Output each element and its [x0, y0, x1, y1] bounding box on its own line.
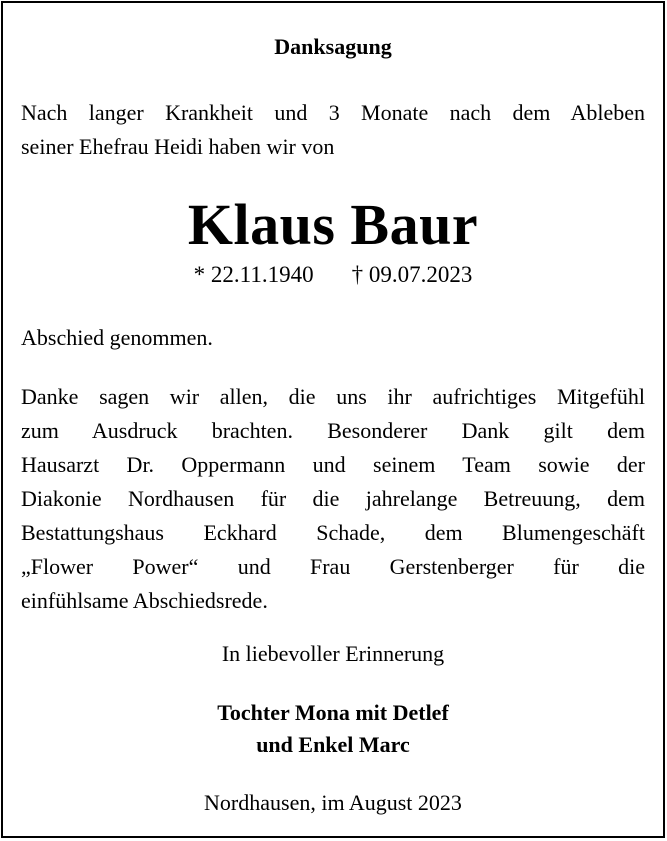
- signers: [3, 697, 663, 761]
- closing-text: In liebevoller Erinnerung: [221, 641, 445, 666]
- farewell-text: Abschied genommen.: [21, 325, 213, 350]
- death-date: † 09.07.2023: [351, 262, 473, 287]
- thanks-line: Diakonie Nordhausen für die jahrelange Betreuung, dem: [21, 486, 645, 511]
- signer-line: und Enkel Marc: [256, 732, 410, 757]
- intro-line: seiner Ehefrau Heidi haben wir von: [21, 134, 335, 159]
- life-dates: [3, 262, 663, 288]
- thanks-line: Danke sagen wir allen, die uns ihr aufrichtiges Mitgefühl: [21, 384, 645, 409]
- place-and-date: Nordhausen, im August 2023: [204, 790, 462, 815]
- thanks-line: zum Ausdruck brachten. Besonderer Dank gilt dem: [21, 418, 645, 443]
- thanks-paragraph: [21, 380, 645, 618]
- thanks-line: Hausarzt Dr. Oppermann und seinem Team sowie der: [21, 452, 645, 477]
- intro-line: Nach langer Krankheit und 3 Monate nach dem Ableben: [21, 100, 645, 125]
- thanks-line: „Flower Power“ und Frau Gerstenberger für die: [21, 554, 645, 579]
- intro-paragraph: [21, 96, 645, 164]
- obituary-notice: [1, 1, 665, 838]
- deceased-name: Klaus Baur: [187, 192, 479, 257]
- birth-date: * 22.11.1940: [193, 262, 314, 287]
- thanks-line: Bestattungshaus Eckhard Schade, dem Blumengeschäft: [21, 520, 645, 545]
- signer-line: Tochter Mona mit Detlef: [217, 700, 449, 725]
- notice-heading: Danksagung: [274, 34, 392, 59]
- thanks-line: einfühlsame Abschiedsrede.: [21, 588, 268, 613]
